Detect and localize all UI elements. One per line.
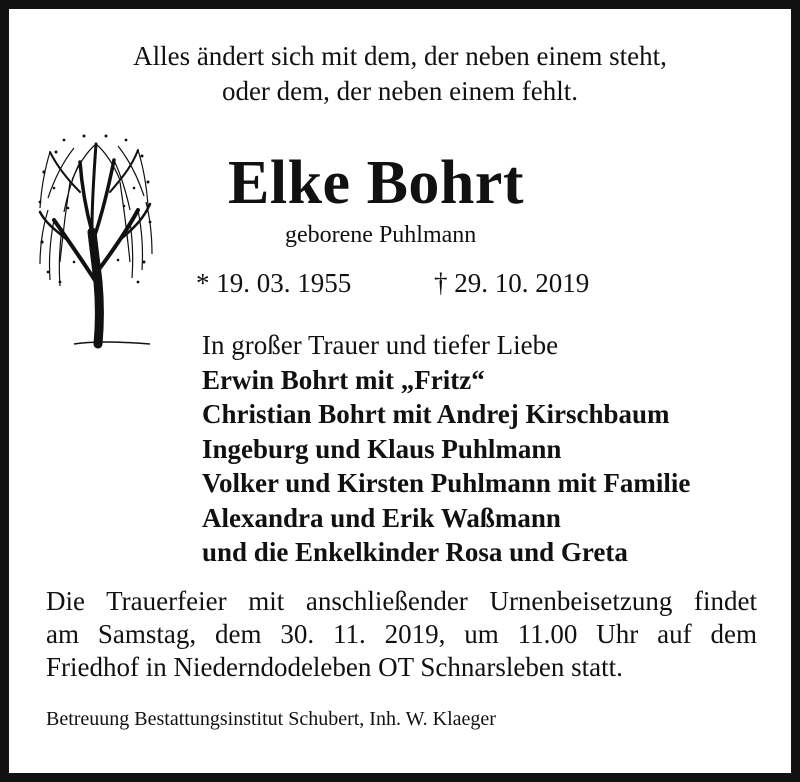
mourners-list <box>202 328 690 570</box>
funeral-home-credit: Betreuung Bestattungsinstitut Schubert, Inh. W. Klaeger <box>46 708 496 730</box>
mourners-intro: In großer Trauer und tiefer Liebe <box>202 330 559 360</box>
funeral-notice <box>46 585 757 684</box>
mourner-line: Christian Bohrt mit Andrej Kirschbaum <box>202 399 670 429</box>
mourner-line: Alexandra und Erik Waßmann <box>202 502 561 533</box>
mourner-line: Volker und Kirsten Puhlmann mit Familie <box>202 468 691 498</box>
notice-line: Friedhof in Niederndodeleben OT Schnarsleben statt. <box>46 652 623 682</box>
mourner-line: Ingeburg und Klaus Puhlmann <box>202 433 562 464</box>
mourner-line: und die Enkelkinder Rosa und Greta <box>202 537 628 567</box>
quote-line-1: Alles ändert sich mit dem, der neben einem steht, <box>133 41 667 71</box>
deceased-name: Elke Bohrt <box>228 149 525 217</box>
quote-line-2: oder dem, der neben einem fehlt. <box>221 76 579 106</box>
mourner-line: Erwin Bohrt mit „Fritz“ <box>202 364 485 395</box>
willow-tree-icon <box>34 132 154 350</box>
notice-line: am Samstag, dem 30. 11. 2019, um 11.00 Uhr auf dem <box>46 619 757 649</box>
notice-line: Die Trauerfeier mit anschließender Urnenbeisetzung findet <box>46 586 757 616</box>
death-date: † 29. 10. 2019 <box>434 268 590 298</box>
birth-name: geborene Puhlmann <box>285 222 477 248</box>
birth-date: * 19. 03. 1955 <box>196 268 352 298</box>
